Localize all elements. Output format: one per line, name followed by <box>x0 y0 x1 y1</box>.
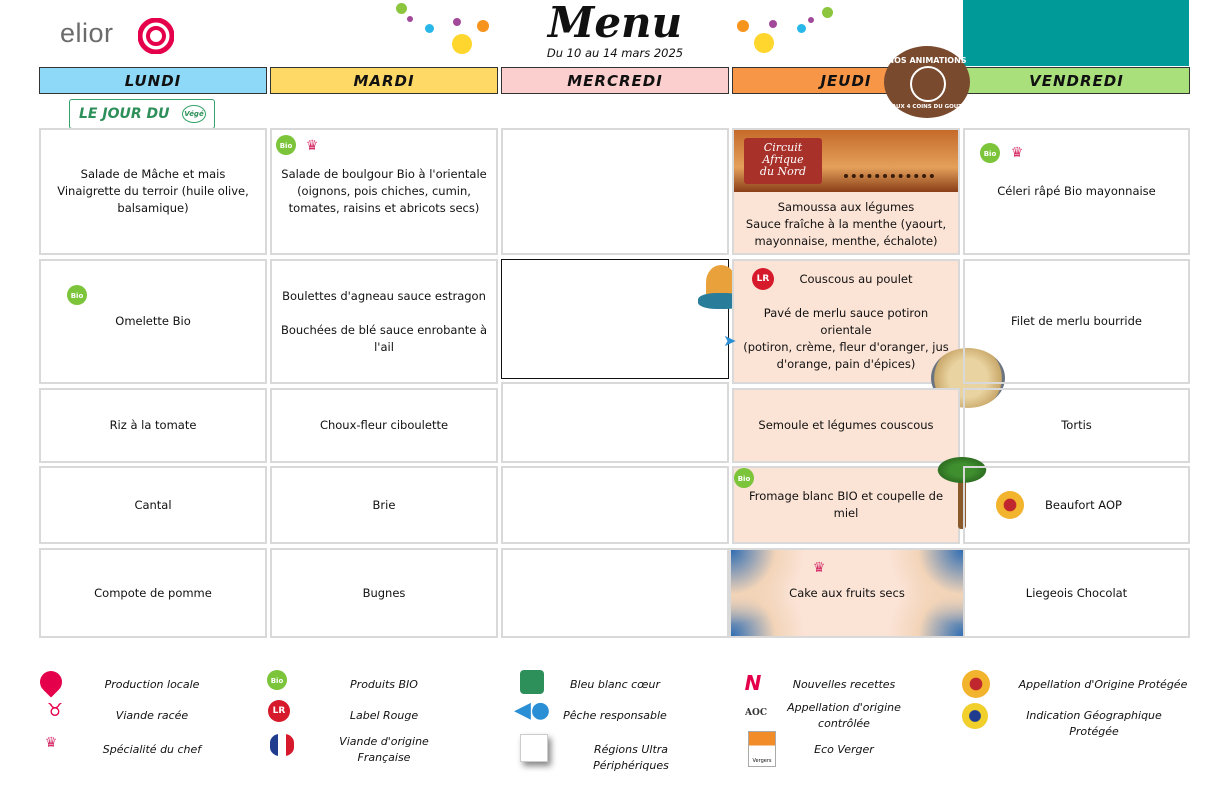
mardi-accompagnement: Choux-fleur ciboulette <box>270 388 498 463</box>
eco-verger-icon <box>748 731 776 767</box>
mardi-dessert: Bugnes <box>270 548 498 638</box>
mercredi-plat <box>501 259 729 379</box>
legend-viande-francaise: Viande d'origine Française <box>339 735 429 764</box>
legend-aop: Appellation d'Origine Protégée <box>1018 678 1188 691</box>
nos-animations-badge <box>884 46 970 118</box>
jeudi-entree: Samoussa aux légumes Sauce fraîche à la menthe (yaourt, mayonnaise, menthe, échalote) <box>732 128 960 255</box>
vendredi-accompagnement: Tortis <box>963 388 1190 463</box>
aoc-icon: AOC <box>745 708 767 718</box>
jeudi-accompagnement: Semoule et légumes couscous <box>732 388 960 463</box>
circuit-line1: Circuit <box>763 141 803 154</box>
jour-du-vege-banner <box>69 99 215 129</box>
day-header-mercredi: MERCREDI <box>501 67 729 94</box>
bio-icon: Bio <box>980 143 1000 163</box>
legend-nouvelles-recettes: Nouvelles recettes <box>792 678 896 691</box>
rup-icon <box>520 734 548 762</box>
vege-badge: Végé <box>182 105 206 123</box>
camel-icon <box>844 158 934 178</box>
mercredi-accompagnement <box>501 382 729 463</box>
vendredi-plat: Filet de merlu bourride <box>963 259 1190 384</box>
fish-icon: ➤ <box>723 331 737 350</box>
bleu-blanc-coeur-icon <box>520 670 544 694</box>
day-header-jeudi: JEUDI <box>732 67 960 94</box>
france-map-icon <box>270 734 294 756</box>
lundi-dessert: Compote de pomme <box>39 548 267 638</box>
aop-icon <box>962 670 990 698</box>
aop-icon <box>996 491 1024 519</box>
chef-hat-icon: ♛ <box>305 138 319 154</box>
production-locale-icon <box>35 666 66 697</box>
legend-peche-responsable: Pêche responsable <box>563 709 667 722</box>
legend-bleu-blanc-coeur: Bleu blanc cœur <box>570 678 660 691</box>
veg-banner-text: LE JOUR DU <box>79 106 170 122</box>
vendredi-fromage: Beaufort AOP <box>963 466 1190 544</box>
lundi-plat: Omelette Bio <box>39 259 267 384</box>
circuit-line2: Afrique <box>762 153 804 166</box>
lundi-entree: Salade de Mâche et mais Vinaigrette du terroir (huile olive, balsamique) <box>39 128 267 255</box>
igp-icon <box>962 703 988 729</box>
chef-hat-icon: ♛ <box>812 560 826 576</box>
chef-hat-icon: ♛ <box>44 735 58 751</box>
jeudi-fromage: Fromage blanc BIO et coupelle de miel <box>732 466 960 544</box>
legend-viande-racee: Viande racée <box>115 709 189 722</box>
legend-specialite-du-chef: Spécialité du chef <box>102 743 202 756</box>
elior-logo: elior <box>60 18 114 48</box>
lundi-fromage: Cantal <box>39 466 267 544</box>
bio-icon: Bio <box>734 468 754 488</box>
nouvelles-recettes-icon: N <box>744 671 762 695</box>
lundi-accompagnement: Riz à la tomate <box>39 388 267 463</box>
legend-regions-ultra-peripheriques: Régions Ultra Périphériques <box>593 743 669 772</box>
legend-aoc: Appellation d'origine contrôlée <box>787 701 901 730</box>
fish-icon: ◀● <box>514 698 551 723</box>
teal-banner <box>963 0 1189 66</box>
vendredi-dessert: Liegeois Chocolat <box>963 548 1190 638</box>
page-title: Menu <box>547 0 683 47</box>
label-rouge-icon: LR <box>752 268 774 290</box>
legend-igp: Indication Géographique Protégée <box>1026 709 1162 738</box>
legend-production-locale: Production locale <box>104 678 200 691</box>
legend-produits-bio: Produits BIO <box>350 678 418 691</box>
badge-title: NOS ANIMATIONS <box>887 56 967 65</box>
date-range: Du 10 au 14 mars 2025 <box>546 46 684 60</box>
chef-hat-icon: ♛ <box>1010 145 1024 161</box>
jeudi-plat-1: Couscous au poulet <box>799 271 913 286</box>
badge-subtitle: AUX 4 COINS DU GOUT <box>891 104 963 110</box>
elior-swirl-icon <box>138 18 174 54</box>
bio-icon: Bio <box>67 285 87 305</box>
viande-racee-icon: ♉ <box>46 700 64 721</box>
jeudi-dessert: Cake aux fruits secs <box>729 548 965 638</box>
circuit-line3: du Nord <box>759 165 807 178</box>
mardi-entree: Salade de boulgour Bio à l'orientale (oignons, pois chiches, cumin, tomates, raisins et abricots secs) <box>270 128 498 255</box>
legend-label-rouge: Label Rouge <box>349 709 419 722</box>
day-header-lundi: LUNDI <box>39 67 267 94</box>
compass-icon <box>910 66 946 102</box>
label-rouge-icon: LR <box>268 700 290 722</box>
mardi-fromage: Brie <box>270 466 498 544</box>
day-header-mardi: MARDI <box>270 67 498 94</box>
eco-verger-icon-label: Vergers <box>752 758 772 764</box>
legend-eco-verger: Eco Verger <box>814 743 874 756</box>
day-header-vendredi: VENDREDI <box>963 67 1190 94</box>
mardi-plat: Boulettes d'agneau sauce estragon Bouchées de blé sauce enrobante à l'ail <box>270 259 498 384</box>
bio-icon: Bio <box>267 670 287 690</box>
mercredi-fromage <box>501 466 729 544</box>
mercredi-dessert <box>501 548 729 638</box>
vendredi-entree: Céleri râpé Bio mayonnaise <box>963 128 1190 255</box>
bio-icon: Bio <box>276 135 296 155</box>
circuit-afrique-du-nord-banner <box>734 130 958 192</box>
jeudi-plat-2: Pavé de merlu sauce potiron orientale (potiron, crème, fleur d'oranger, jus d'orange, pain d'épices) <box>743 305 949 371</box>
mercredi-entree <box>501 128 729 255</box>
